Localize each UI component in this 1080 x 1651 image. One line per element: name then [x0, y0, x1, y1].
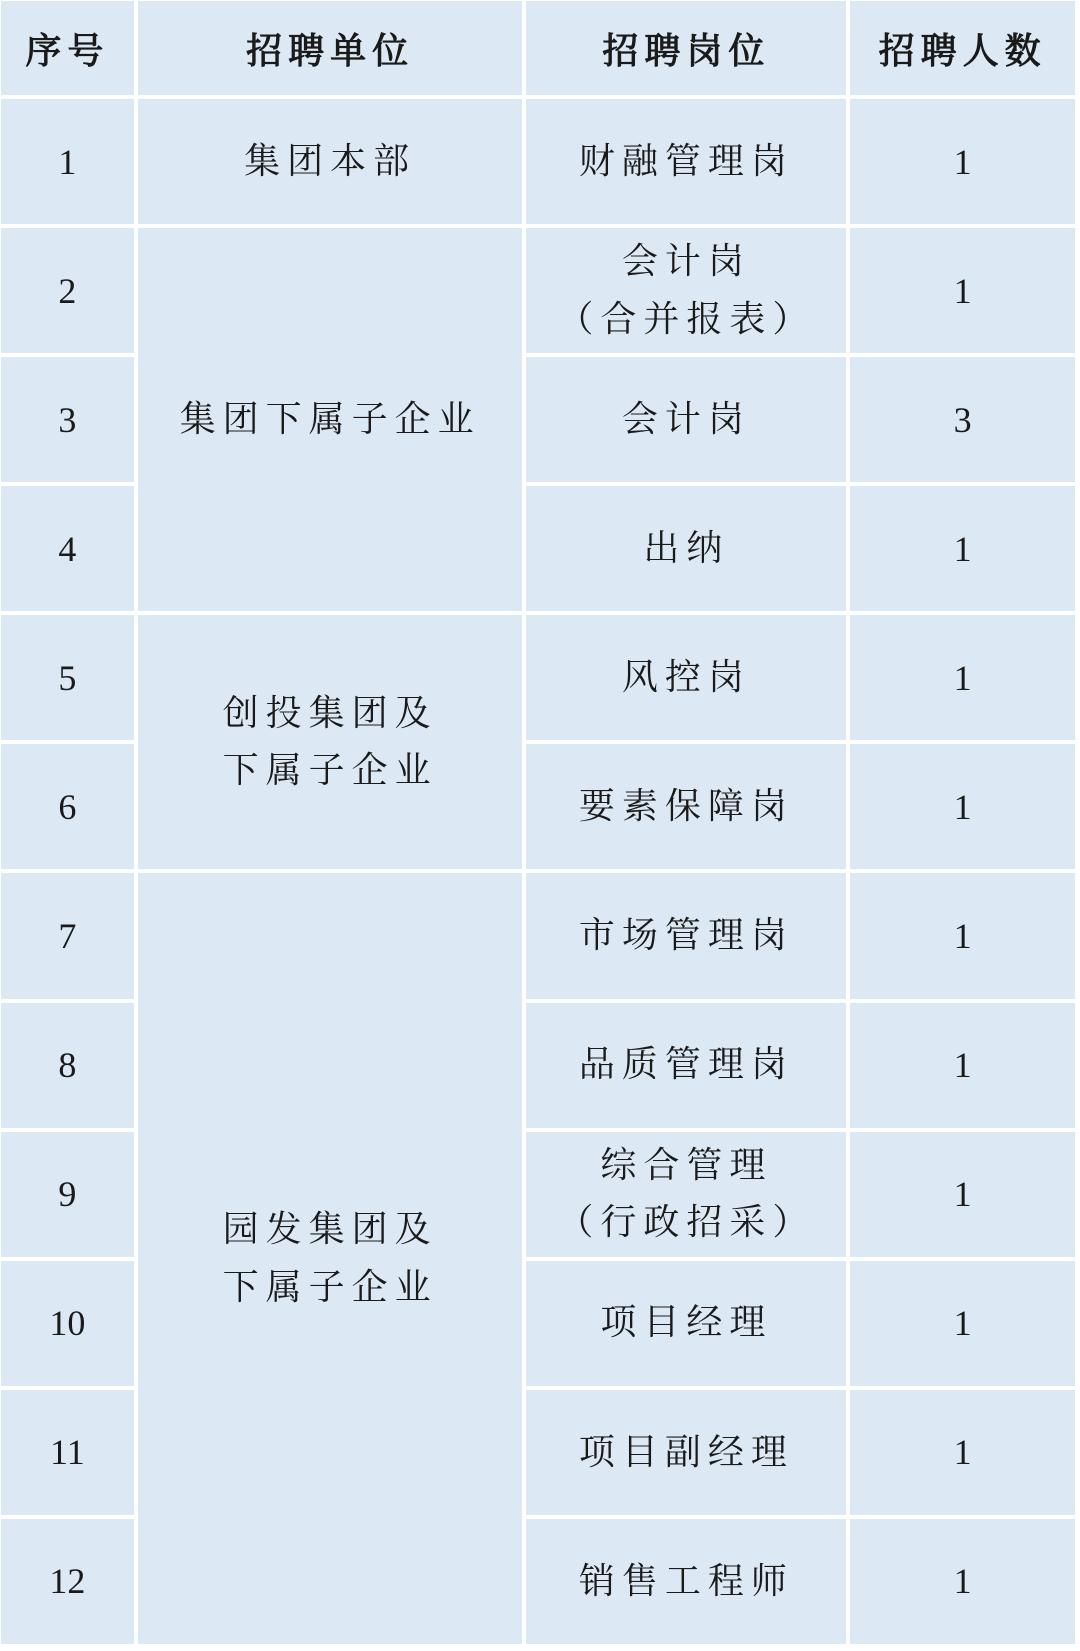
headcount-cell: 3: [850, 357, 1075, 482]
headcount-cell: 1: [850, 873, 1075, 998]
serial-number-cell: 7: [1, 873, 134, 998]
unit-label: 集团本部: [244, 140, 417, 182]
table-row: [1, 99, 1075, 224]
serial-number-cell: 1: [1, 99, 134, 224]
position-label-note: （行政招采）: [557, 1202, 816, 1244]
position-cell: [526, 873, 846, 998]
headcount-cell: 1: [850, 744, 1075, 869]
unit-cell-headquarters: [138, 99, 523, 224]
header-serial-number: 序号: [1, 1, 134, 95]
position-cell: [526, 1519, 846, 1644]
position-cell: [526, 486, 846, 611]
table-row: [1, 615, 1075, 740]
position-label: 会计岗: [621, 241, 751, 283]
unit-label: 集团下属子企业: [179, 398, 481, 440]
serial-number-cell: 2: [1, 228, 134, 353]
headcount-cell: 1: [850, 99, 1075, 224]
serial-number-cell: 10: [1, 1261, 134, 1386]
header-headcount: 招聘人数: [850, 1, 1075, 95]
position-cell: [526, 744, 846, 869]
position-cell: [526, 1132, 846, 1257]
header-position: 招聘岗位: [526, 1, 846, 95]
unit-label: 创投集团及: [222, 692, 438, 734]
serial-number-cell: 9: [1, 1132, 134, 1257]
position-label: 品质管理岗: [578, 1044, 794, 1086]
position-label: 出纳: [643, 527, 730, 569]
headcount-cell: 1: [850, 615, 1075, 740]
headcount-cell: 1: [850, 1390, 1075, 1515]
position-label: 项目经理: [600, 1302, 773, 1344]
position-label: 销售工程师: [578, 1560, 794, 1602]
unit-label: 园发集团及: [222, 1209, 438, 1251]
position-cell: [526, 1003, 846, 1128]
position-label: 财融管理岗: [578, 140, 794, 182]
position-cell: [526, 357, 846, 482]
header-recruiting-unit: 招聘单位: [138, 1, 523, 95]
unit-cell-subsidiaries: [138, 228, 523, 611]
unit-cell-park-group: [138, 873, 523, 1644]
position-cell: [526, 615, 846, 740]
position-label: 会计岗: [621, 398, 751, 440]
position-label: 要素保障岗: [578, 786, 794, 828]
position-label: 市场管理岗: [578, 915, 794, 957]
table-row: [1, 873, 1075, 998]
unit-label: 下属子企业: [222, 1266, 438, 1308]
position-cell: [526, 1261, 846, 1386]
position-label-note: （合并报表）: [557, 298, 816, 340]
headcount-cell: 1: [850, 228, 1075, 353]
unit-label: 下属子企业: [222, 750, 438, 792]
position-cell: [526, 228, 846, 353]
headcount-cell: 1: [850, 1003, 1075, 1128]
position-label: 风控岗: [621, 657, 751, 699]
serial-number-cell: 8: [1, 1003, 134, 1128]
serial-number-cell: 5: [1, 615, 134, 740]
serial-number-cell: 12: [1, 1519, 134, 1644]
table-header-row: [1, 1, 1075, 95]
position-label: 综合管理: [600, 1144, 773, 1186]
headcount-cell: 1: [850, 1261, 1075, 1386]
headcount-cell: 1: [850, 1132, 1075, 1257]
serial-number-cell: 3: [1, 357, 134, 482]
table-row: [1, 228, 1075, 353]
position-cell: [526, 99, 846, 224]
serial-number-cell: 11: [1, 1390, 134, 1515]
headcount-cell: 1: [850, 486, 1075, 611]
headcount-cell: 1: [850, 1519, 1075, 1644]
serial-number-cell: 6: [1, 744, 134, 869]
position-label: 项目副经理: [578, 1431, 794, 1473]
serial-number-cell: 4: [1, 486, 134, 611]
unit-cell-venture-group: [138, 615, 523, 869]
position-cell: [526, 1390, 846, 1515]
